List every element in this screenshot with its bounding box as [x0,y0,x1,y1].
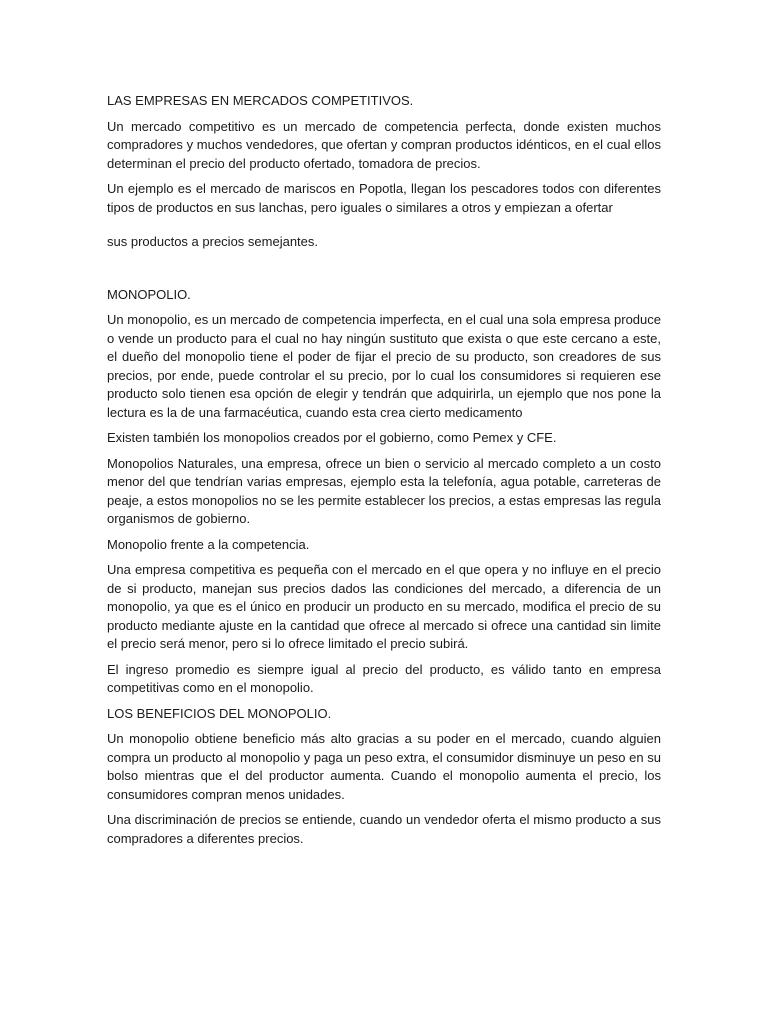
section-heading-monopoly-benefits: LOS BENEFICIOS DEL MONOPOLIO. [107,705,332,721]
paragraph: Un monopolio, es un mercado de competencia imperfecta, en el cual una sola empresa produce o vende un producto para el cual no hay ningún sustituto que exista o que este cercano a este, el dueño del monopolio tiene el poder de fijar el precio de su producto, son creadores de sus precios, por ende, puede controlar el su precio, por lo cual los consumidores si requieren ese producto solo tienen esa opción de elegir y tendrán que adquirirla, un ejemplo que nos pone la lectura es la de una farmacéutica, cuando esta crea cierto medicamento [107,312,661,420]
section-heading-competitive-markets: LAS EMPRESAS EN MERCADOS COMPETITIVOS. [107,93,414,108]
paragraph: Una discriminación de precios se entiende, cuando un vendedor oferta el mismo producto a sus compradores a diferentes precios. [107,812,661,846]
paragraph: Existen también los monopolios creados por el gobierno, como Pemex y CFE. [107,430,557,445]
document-page [107,92,661,848]
section-heading-monopoly-vs-competition: Monopolio frente a la competencia. [107,536,310,552]
section-heading-monopoly: MONOPOLIO. [107,286,191,302]
paragraph: sus productos a precios semejantes. [107,234,318,249]
paragraph: Un mercado competitivo es un mercado de competencia perfecta, donde existen muchos compradores y muchos vendedores, que ofertan y compran productos idénticos, en el cual ellos determinan el precio del producto ofertado, tomadora de precios. [107,118,661,171]
paragraph: El ingreso promedio es siempre igual al precio del producto, es válido tanto en empresa competitivas como en el monopolio. [107,661,661,695]
paragraph: Un ejemplo es el mercado de mariscos en Popotla, llegan los pescadores todos con diferentes tipos de productos en sus lanchas, pero iguales o similares a otros y empiezan a ofertar [107,181,661,215]
paragraph: Una empresa competitiva es pequeña con el mercado en el que opera y no influye en el precio de si producto, manejan sus precios dados las condiciones del mercado, a diferencia de un monopolio, ya que es el único en producir un producto en su mercado, modifica el precio de su producto mediante ajuste en la cantidad que ofrece al mercado si ofrece una cantidad sin limite el precio será menor, pero si lo ofrece limitado el precio subirá. [107,562,661,651]
paragraph: Un monopolio obtiene beneficio más alto gracias a su poder en el mercado, cuando alguien compra un producto al monopolio y paga un peso extra, el consumidor disminuye un peso en su bolso mientras que el del productor aumenta. Cuando el monopolio aumenta el precio, los consumidores compran menos unidades. [107,731,661,802]
paragraph: Monopolios Naturales, una empresa, ofrece un bien o servicio al mercado completo a un costo menor del que tendrían varias empresas, ejemplo esta la telefonía, agua potable, carreteras de peaje, a estos monopolios no se les permite establecer los precios, a estas empresas las regula organismos de gobierno. [107,455,661,526]
